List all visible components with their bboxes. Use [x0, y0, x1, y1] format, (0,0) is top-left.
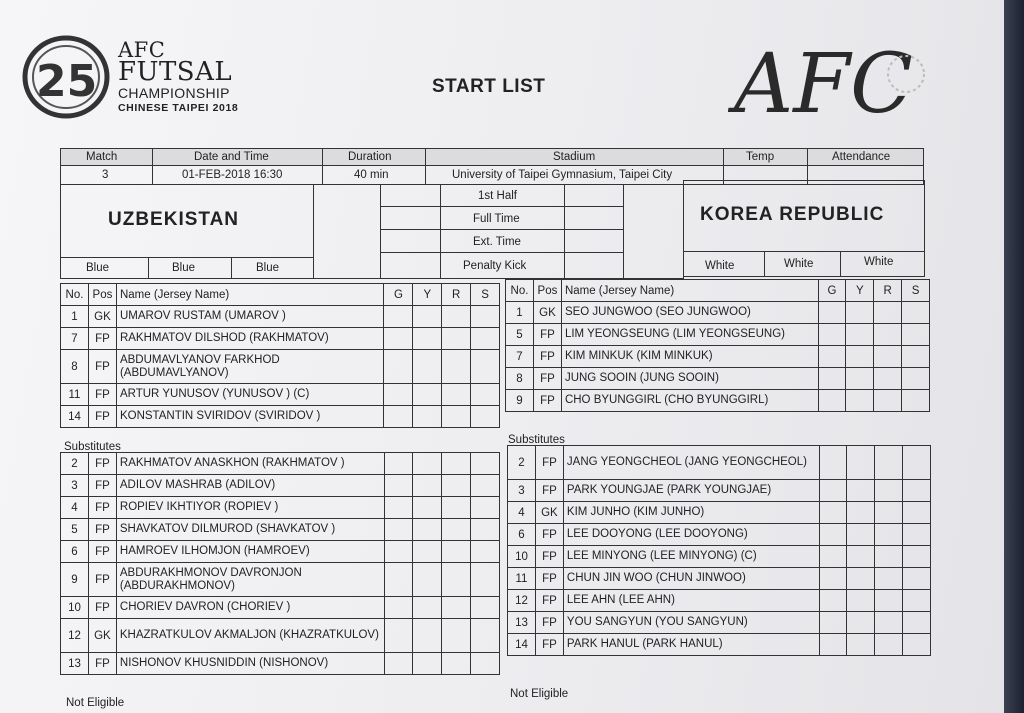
- player-position: GK: [88, 619, 116, 653]
- stat-cell-y: [413, 497, 442, 519]
- player-number: 14: [508, 634, 536, 656]
- label-match: Match: [86, 151, 118, 163]
- home-kit-socks: Blue: [256, 262, 280, 274]
- player-position: FP: [535, 590, 563, 612]
- away-kit-shirt: White: [705, 260, 735, 272]
- player-name: PARK YOUNGJAE (PARK YOUNGJAE): [563, 480, 819, 502]
- col-name: Name (Jersey Name): [561, 280, 818, 302]
- player-position: FP: [533, 368, 561, 390]
- player-number: 7: [61, 328, 89, 350]
- stat-cell-y: [413, 406, 442, 428]
- stat-cell-r: [442, 519, 471, 541]
- page-title: START LIST: [432, 76, 546, 97]
- table-row: [506, 368, 930, 390]
- player-name: SHAVKATOV DILMUROD (SHAVKATOV ): [116, 519, 384, 541]
- home-kit-shirt: Blue: [86, 262, 110, 274]
- score-label-1st-half: 1st Half: [478, 190, 517, 202]
- championship-brand: [118, 40, 238, 115]
- player-position: FP: [535, 524, 563, 546]
- col-pos: Pos: [88, 284, 116, 306]
- away-kit-shorts: White: [784, 258, 814, 270]
- stat-cell-r: [442, 306, 471, 328]
- stat-cell-r: [875, 612, 903, 634]
- stat-cell-g: [818, 346, 846, 368]
- player-name: RAKHMATOV DILSHOD (RAKHMATOV): [116, 328, 384, 350]
- player-name: NISHONOV KHUSNIDDIN (NISHONOV): [116, 653, 384, 675]
- stat-cell-g: [384, 597, 413, 619]
- stat-cell-r: [442, 619, 471, 653]
- player-name: LIM YEONGSEUNG (LIM YEONGSEUNG): [561, 324, 818, 346]
- home-kit-shorts: Blue: [172, 262, 196, 274]
- stat-cell-g: [819, 568, 847, 590]
- stat-cell-y: [847, 524, 875, 546]
- stat-cell-g: [819, 590, 847, 612]
- table-row: [508, 590, 931, 612]
- stat-cell-g: [384, 497, 413, 519]
- col-r: R: [442, 284, 471, 306]
- stat-cell-s: [903, 568, 931, 590]
- stat-cell-r: [875, 524, 903, 546]
- player-position: FP: [533, 390, 561, 412]
- col-no: No.: [61, 284, 89, 306]
- away-substitutes-label: Substitutes: [508, 434, 565, 446]
- player-name: ABDURAKHMONOV DAVRONJON (ABDURAKHMONOV): [116, 563, 384, 597]
- player-position: FP: [88, 519, 116, 541]
- stat-cell-s: [902, 346, 930, 368]
- stat-cell-y: [847, 446, 875, 480]
- stat-cell-g: [384, 384, 413, 406]
- player-number: 10: [508, 546, 536, 568]
- player-position: FP: [535, 612, 563, 634]
- brand-championship: CHAMPIONSHIP: [118, 85, 230, 101]
- stat-cell-s: [902, 302, 930, 324]
- stat-cell-y: [846, 368, 874, 390]
- background-edge: [1004, 0, 1024, 713]
- stat-cell-s: [903, 480, 931, 502]
- player-name: LEE DOOYONG (LEE DOOYONG): [563, 524, 819, 546]
- label-date: Date and Time: [194, 151, 269, 163]
- stat-cell-g: [819, 546, 847, 568]
- player-position: FP: [535, 546, 563, 568]
- player-name: ROPIEV IKHTIYOR (ROPIEV ): [116, 497, 384, 519]
- player-name: ADILOV MASHRAB (ADILOV): [116, 475, 384, 497]
- table-row: [61, 384, 500, 406]
- stat-cell-y: [846, 302, 874, 324]
- stat-cell-r: [442, 597, 471, 619]
- player-number: 3: [61, 475, 89, 497]
- table-header-row: [61, 284, 500, 306]
- stat-cell-y: [413, 653, 442, 675]
- away-team-name: KOREA REPUBLIC: [700, 204, 885, 225]
- stat-cell-g: [384, 653, 413, 675]
- stat-cell-g: [384, 453, 413, 475]
- stat-cell-s: [903, 634, 931, 656]
- stat-cell-s: [903, 524, 931, 546]
- table-row: [506, 324, 930, 346]
- player-number: 9: [61, 563, 89, 597]
- stat-cell-y: [413, 475, 442, 497]
- player-position: FP: [88, 497, 116, 519]
- stat-cell-g: [818, 368, 846, 390]
- home-team-name: UZBEKISTAN: [108, 209, 240, 230]
- stat-cell-g: [819, 524, 847, 546]
- player-number: 7: [506, 346, 534, 368]
- col-no: No.: [506, 280, 534, 302]
- player-position: FP: [88, 563, 116, 597]
- player-number: 5: [506, 324, 534, 346]
- stat-cell-g: [819, 502, 847, 524]
- player-number: 1: [61, 306, 89, 328]
- table-row: [508, 612, 931, 634]
- stat-cell-y: [847, 480, 875, 502]
- player-name: JUNG SOOIN (JUNG SOOIN): [561, 368, 818, 390]
- player-position: FP: [88, 453, 116, 475]
- table-row: [508, 568, 931, 590]
- player-position: FP: [533, 324, 561, 346]
- player-name: KIM JUNHO (KIM JUNHO): [563, 502, 819, 524]
- player-position: FP: [533, 346, 561, 368]
- player-number: 14: [61, 406, 89, 428]
- stat-cell-s: [471, 328, 500, 350]
- stat-cell-r: [875, 502, 903, 524]
- player-number: 11: [61, 384, 89, 406]
- home-substitutes-label: Substitutes: [64, 441, 121, 453]
- table-row: [508, 480, 931, 502]
- stat-cell-y: [413, 563, 442, 597]
- player-number: 5: [61, 519, 89, 541]
- col-y: Y: [413, 284, 442, 306]
- table-row: [61, 619, 500, 653]
- stat-cell-s: [902, 390, 930, 412]
- afc-logo-text: AFC: [734, 37, 913, 126]
- stat-cell-y: [413, 597, 442, 619]
- stat-cell-s: [471, 384, 500, 406]
- stat-cell-y: [846, 324, 874, 346]
- stat-cell-y: [847, 546, 875, 568]
- away-kit-socks: White: [864, 256, 894, 268]
- stat-cell-y: [413, 519, 442, 541]
- away-starters-table: [505, 279, 930, 412]
- player-number: 2: [508, 446, 536, 480]
- player-number: 12: [61, 619, 89, 653]
- stat-cell-r: [875, 590, 903, 612]
- player-name: LEE AHN (LEE AHN): [563, 590, 819, 612]
- col-name: Name (Jersey Name): [116, 284, 384, 306]
- stat-cell-g: [384, 541, 413, 563]
- stat-cell-g: [384, 328, 413, 350]
- stat-cell-y: [413, 619, 442, 653]
- col-pos: Pos: [533, 280, 561, 302]
- stat-cell-g: [384, 619, 413, 653]
- table-row: [61, 563, 500, 597]
- stat-cell-y: [847, 502, 875, 524]
- stat-cell-y: [847, 612, 875, 634]
- player-name: UMAROV RUSTAM (UMAROV ): [116, 306, 384, 328]
- player-position: FP: [88, 328, 116, 350]
- afc-logo-icon: [728, 34, 928, 126]
- stat-cell-r: [442, 453, 471, 475]
- player-position: FP: [535, 568, 563, 590]
- table-row: [508, 502, 931, 524]
- stat-cell-g: [819, 480, 847, 502]
- score-label-ext-time: Ext. Time: [473, 236, 521, 248]
- stat-cell-s: [903, 612, 931, 634]
- stat-cell-y: [413, 453, 442, 475]
- stat-cell-s: [471, 350, 500, 384]
- col-g: G: [818, 280, 846, 302]
- player-number: 4: [61, 497, 89, 519]
- stat-cell-r: [875, 568, 903, 590]
- home-starters-table: [60, 283, 500, 428]
- stat-cell-r: [442, 384, 471, 406]
- player-number: 6: [61, 541, 89, 563]
- player-name: ABDUMAVLYANOV FARKHOD (ABDUMAVLYANOV): [116, 350, 384, 384]
- player-name: CHORIEV DAVRON (CHORIEV ): [116, 597, 384, 619]
- brand-afc: AFC: [118, 38, 166, 62]
- stat-cell-g: [818, 302, 846, 324]
- col-s: S: [471, 284, 500, 306]
- stat-cell-r: [442, 653, 471, 675]
- stat-cell-s: [471, 619, 500, 653]
- table-row: [506, 390, 930, 412]
- stat-cell-r: [874, 302, 902, 324]
- stat-cell-s: [471, 475, 500, 497]
- col-s: S: [902, 280, 930, 302]
- player-position: GK: [88, 306, 116, 328]
- stat-cell-r: [875, 546, 903, 568]
- stat-cell-r: [874, 368, 902, 390]
- player-position: FP: [88, 350, 116, 384]
- stat-cell-s: [471, 519, 500, 541]
- player-name: CHO BYUNGGIRL (CHO BYUNGGIRL): [561, 390, 818, 412]
- stat-cell-r: [442, 563, 471, 597]
- table-row: [61, 519, 500, 541]
- table-row: [61, 497, 500, 519]
- table-row: [508, 634, 931, 656]
- player-position: FP: [535, 480, 563, 502]
- player-number: 9: [506, 390, 534, 412]
- stat-cell-s: [471, 453, 500, 475]
- col-g: G: [384, 284, 413, 306]
- stat-cell-s: [903, 502, 931, 524]
- player-number: 4: [508, 502, 536, 524]
- table-row: [508, 546, 931, 568]
- match-date: 01-FEB-2018 16:30: [182, 169, 283, 181]
- stat-cell-r: [875, 446, 903, 480]
- stat-cell-g: [384, 350, 413, 384]
- player-name: CHUN JIN WOO (CHUN JINWOO): [563, 568, 819, 590]
- player-position: FP: [88, 406, 116, 428]
- player-name: KIM MINKUK (KIM MINKUK): [561, 346, 818, 368]
- stat-cell-g: [819, 634, 847, 656]
- stat-cell-g: [384, 519, 413, 541]
- brand-host: CHINESE TAIPEI 2018: [118, 102, 239, 114]
- stat-cell-g: [384, 306, 413, 328]
- table-row: [506, 346, 930, 368]
- stat-cell-s: [471, 597, 500, 619]
- stat-cell-s: [903, 546, 931, 568]
- player-position: FP: [88, 597, 116, 619]
- stat-cell-g: [819, 446, 847, 480]
- stat-cell-r: [874, 390, 902, 412]
- player-position: FP: [88, 475, 116, 497]
- table-row: [506, 302, 930, 324]
- stat-cell-y: [413, 350, 442, 384]
- home-subs-table: [60, 452, 500, 675]
- label-temp: Temp: [746, 151, 775, 163]
- stat-cell-r: [875, 480, 903, 502]
- stat-cell-y: [847, 568, 875, 590]
- stat-cell-r: [875, 634, 903, 656]
- table-row: [508, 524, 931, 546]
- stat-cell-s: [902, 324, 930, 346]
- player-number: 2: [61, 453, 89, 475]
- table-row: [61, 597, 500, 619]
- stat-cell-s: [903, 446, 931, 480]
- player-number: 11: [508, 568, 536, 590]
- player-number: 3: [508, 480, 536, 502]
- player-number: 8: [61, 350, 89, 384]
- player-number: 8: [506, 368, 534, 390]
- table-row: [61, 541, 500, 563]
- player-name: YOU SANGYUN (YOU SANGYUN): [563, 612, 819, 634]
- stat-cell-g: [819, 612, 847, 634]
- stat-cell-s: [902, 368, 930, 390]
- player-name: PARK HANUL (PARK HANUL): [563, 634, 819, 656]
- stat-cell-y: [847, 590, 875, 612]
- stat-cell-s: [471, 563, 500, 597]
- match-duration: 40 min: [354, 169, 389, 181]
- player-position: FP: [535, 446, 563, 480]
- label-duration: Duration: [348, 151, 392, 163]
- stat-cell-r: [442, 350, 471, 384]
- stat-cell-g: [384, 406, 413, 428]
- player-position: FP: [88, 541, 116, 563]
- player-number: 13: [508, 612, 536, 634]
- stat-cell-r: [442, 475, 471, 497]
- player-number: 6: [508, 524, 536, 546]
- player-number: 13: [61, 653, 89, 675]
- table-row: [61, 406, 500, 428]
- label-attendance: Attendance: [832, 151, 891, 163]
- score-label-full-time: Full Time: [473, 213, 520, 225]
- home-not-eligible: Not Eligible: [66, 697, 125, 709]
- score-label-penalty: Penalty Kick: [463, 260, 527, 272]
- player-position: FP: [88, 384, 116, 406]
- stat-cell-g: [384, 563, 413, 597]
- stat-cell-y: [413, 541, 442, 563]
- player-name: RAKHMATOV ANASKHON (RAKHMATOV ): [116, 453, 384, 475]
- afc-25-emblem-icon: [22, 34, 114, 120]
- match-stadium: University of Taipei Gymnasium, Taipei City: [452, 169, 673, 181]
- player-name: JANG YEONGCHEOL (JANG YEONGCHEOL): [563, 446, 819, 480]
- svg-text:25: 25: [36, 56, 98, 107]
- table-row: [61, 653, 500, 675]
- player-name: LEE MINYONG (LEE MINYONG) (C): [563, 546, 819, 568]
- stat-cell-s: [471, 653, 500, 675]
- stat-cell-r: [874, 346, 902, 368]
- stat-cell-y: [846, 390, 874, 412]
- stat-cell-r: [442, 497, 471, 519]
- stat-cell-g: [818, 390, 846, 412]
- player-name: SEO JUNGWOO (SEO JUNGWOO): [561, 302, 818, 324]
- table-row: [61, 306, 500, 328]
- player-number: 12: [508, 590, 536, 612]
- stat-cell-r: [442, 406, 471, 428]
- stat-cell-s: [903, 590, 931, 612]
- table-row: [61, 475, 500, 497]
- col-r: R: [874, 280, 902, 302]
- stat-cell-y: [413, 384, 442, 406]
- table-row: [61, 328, 500, 350]
- away-not-eligible: Not Eligible: [510, 688, 569, 700]
- player-name: ARTUR YUNUSOV (YUNUSOV ) (C): [116, 384, 384, 406]
- stat-cell-y: [846, 346, 874, 368]
- label-stadium: Stadium: [553, 151, 596, 163]
- stat-cell-y: [847, 634, 875, 656]
- player-name: HAMROEV ILHOMJON (HAMROEV): [116, 541, 384, 563]
- stat-cell-s: [471, 306, 500, 328]
- player-number: 10: [61, 597, 89, 619]
- player-name: KONSTANTIN SVIRIDOV (SVIRIDOV ): [116, 406, 384, 428]
- table-row: [508, 446, 931, 480]
- stat-cell-r: [874, 324, 902, 346]
- player-number: 1: [506, 302, 534, 324]
- stat-cell-y: [413, 306, 442, 328]
- stat-cell-s: [471, 406, 500, 428]
- away-subs-table: [507, 445, 931, 656]
- player-name: KHAZRATKULOV AKMALJON (KHAZRATKULOV): [116, 619, 384, 653]
- stat-cell-s: [471, 541, 500, 563]
- table-header-row: [506, 280, 930, 302]
- stat-cell-s: [471, 497, 500, 519]
- table-row: [61, 350, 500, 384]
- stat-cell-y: [413, 328, 442, 350]
- table-row: [61, 453, 500, 475]
- player-position: GK: [535, 502, 563, 524]
- player-position: FP: [535, 634, 563, 656]
- match-number: 3: [102, 169, 109, 181]
- stat-cell-r: [442, 541, 471, 563]
- stat-cell-g: [818, 324, 846, 346]
- player-position: GK: [533, 302, 561, 324]
- brand-futsal: FUTSAL: [118, 57, 233, 87]
- player-position: FP: [88, 653, 116, 675]
- col-y: Y: [846, 280, 874, 302]
- stat-cell-r: [442, 328, 471, 350]
- stat-cell-g: [384, 475, 413, 497]
